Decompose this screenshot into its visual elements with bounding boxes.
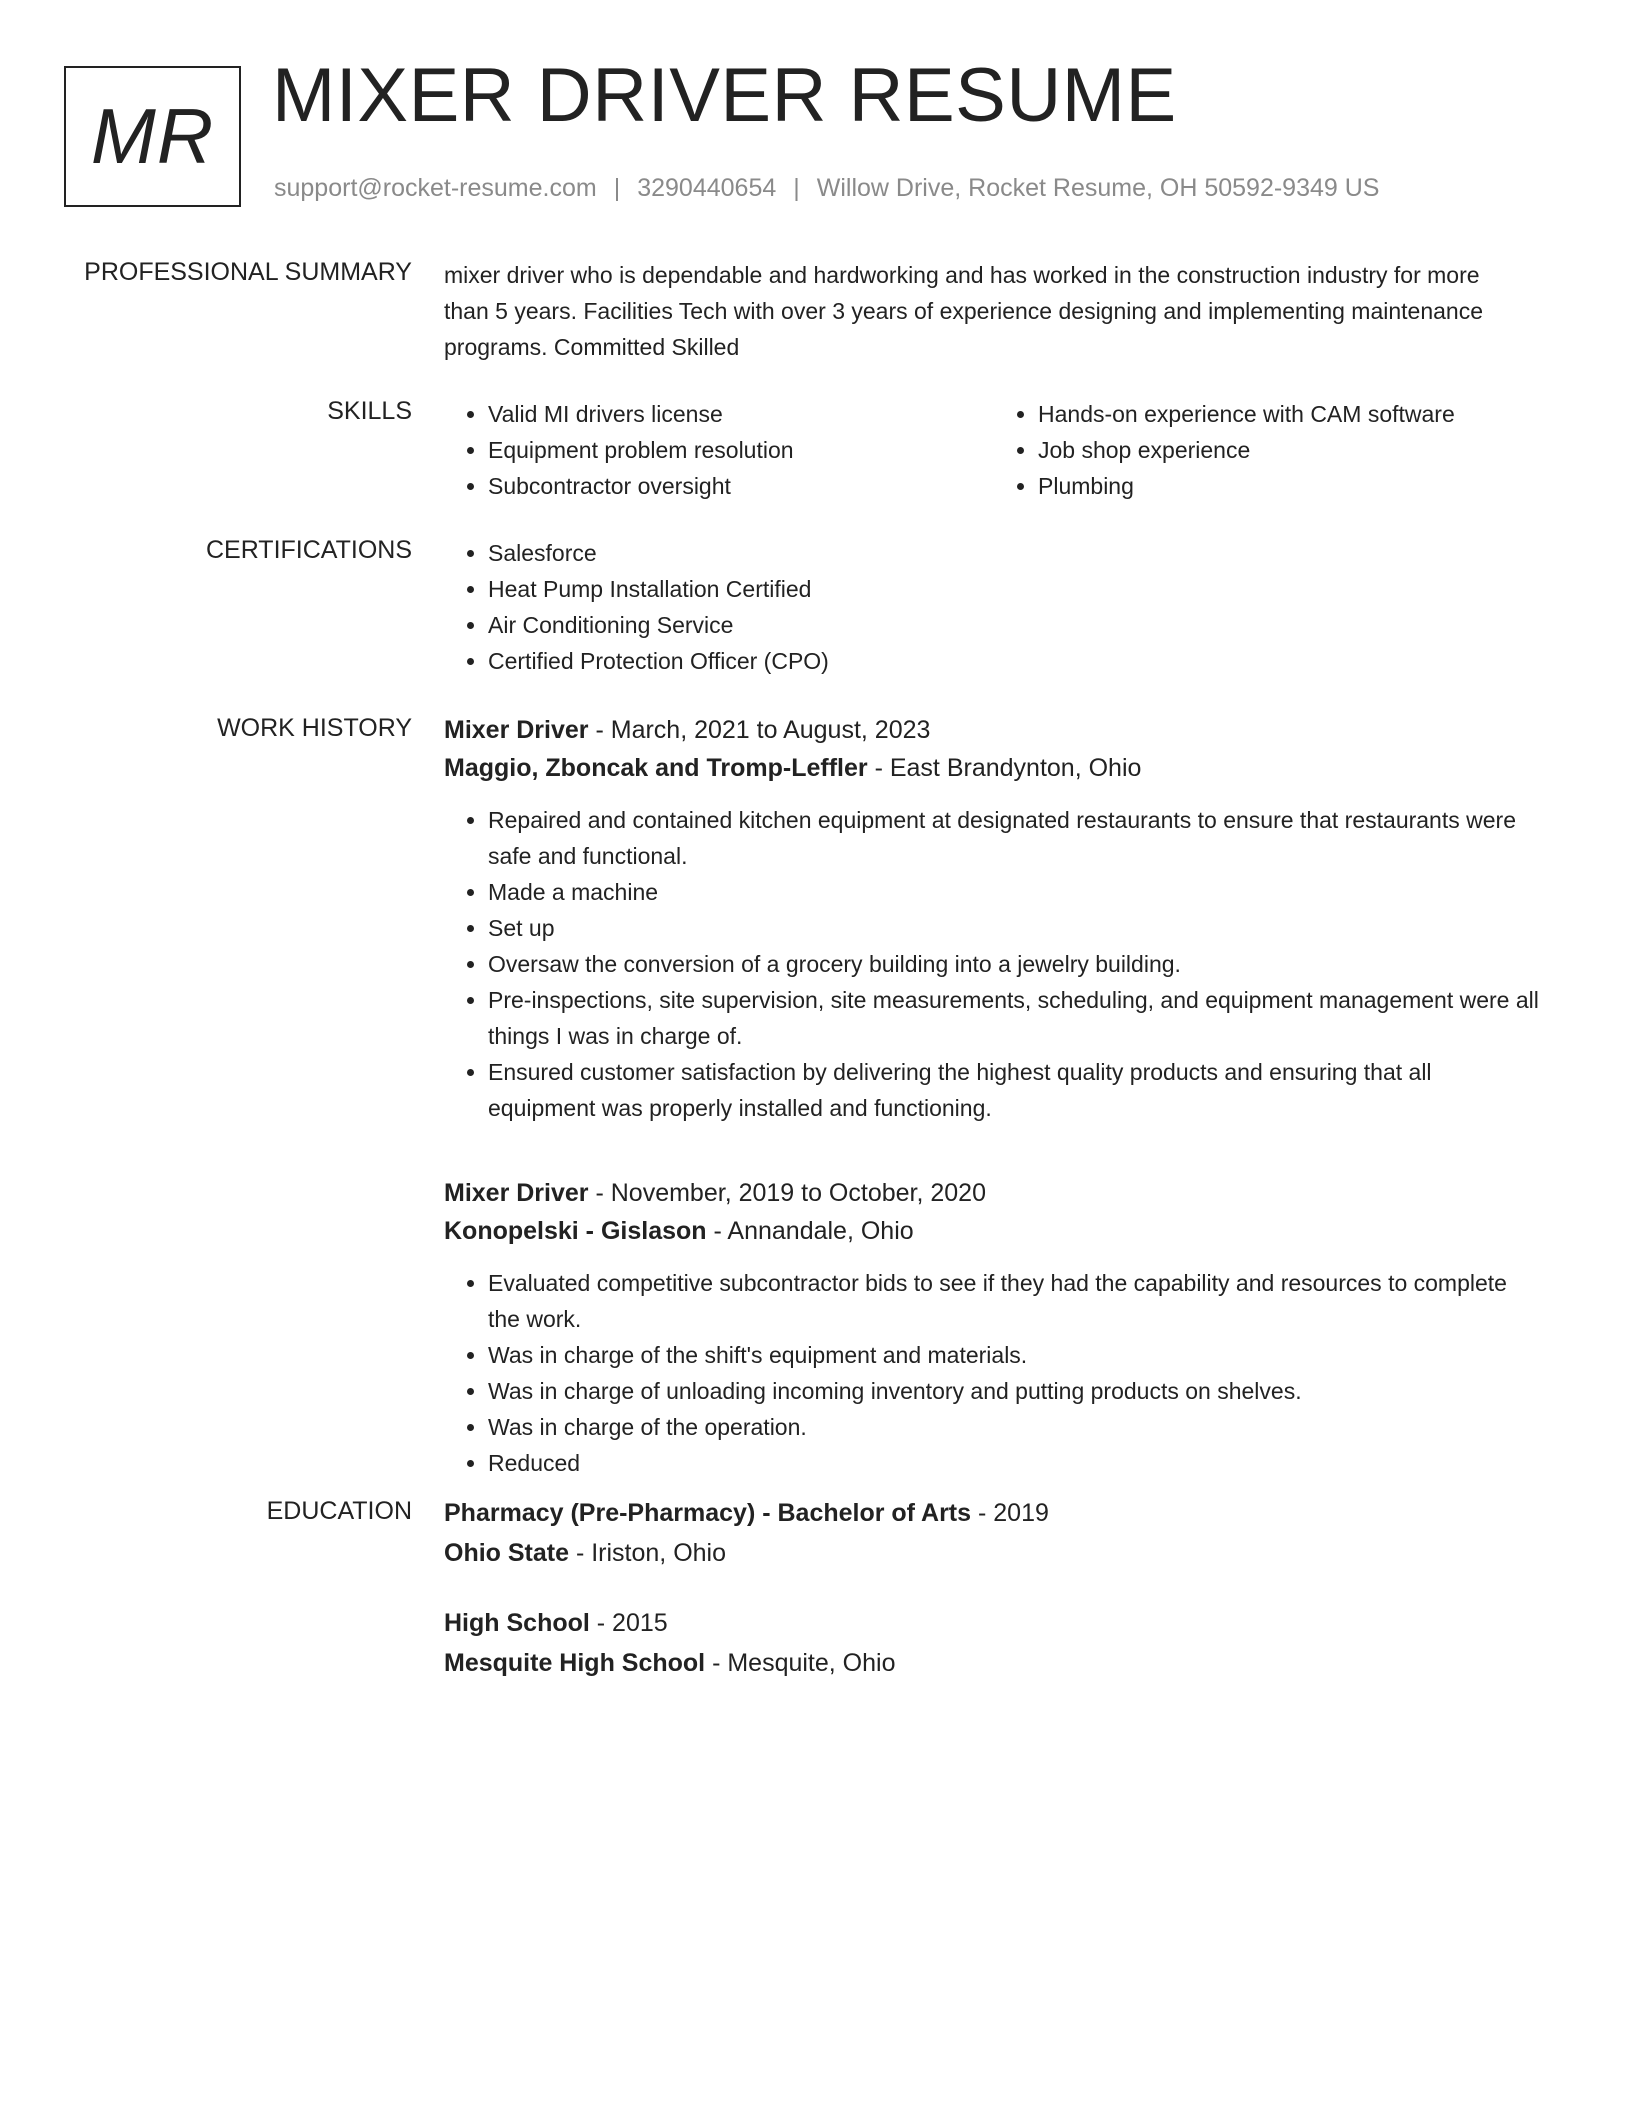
- list-item: • Subcontractor oversight: [488, 468, 994, 504]
- skills-column-right: [994, 396, 1544, 504]
- list-item: • Was in charge of the shift's equipment and materials.: [488, 1337, 1544, 1373]
- contact-address: Willow Drive, Rocket Resume, OH 50592-9349 US: [816, 174, 1380, 202]
- section-label-summary: PROFESSIONAL SUMMARY: [84, 258, 412, 286]
- contact-email[interactable]: support@rocket-resume.com: [274, 174, 597, 202]
- summary-text: mixer driver who is dependable and hardworking and has worked in the construction industry for more than 5 years. Facilities Tech with over 3 years of experience designing and implementing maintenance programs. Committed Skilled: [444, 262, 1483, 360]
- list-item: • Repaired and contained kitchen equipment at designated restaurants to ensure that restaurants were safe and functional.: [488, 802, 1544, 874]
- job-bullets: [444, 802, 1544, 1126]
- education-degree-line: [444, 1493, 1544, 1533]
- list-item: • Salesforce: [488, 535, 1544, 571]
- certifications-list: [444, 535, 1544, 679]
- job-company-line: [444, 1212, 1544, 1250]
- section-label-education: EDUCATION: [266, 1497, 412, 1525]
- list-item: • Air Conditioning Service: [488, 607, 1544, 643]
- section-label-certifications: CERTIFICATIONS: [205, 536, 412, 564]
- skills-list: [444, 396, 1544, 504]
- education-school-line: [444, 1643, 1544, 1683]
- job-dates: - March, 2021 to August, 2023: [588, 716, 931, 744]
- job-company-line: [444, 749, 1544, 787]
- contact-separator: |: [613, 174, 621, 202]
- job-company: Maggio, Zboncak and Tromp-Leffler: [444, 754, 868, 782]
- job-entry: [444, 711, 1544, 1126]
- monogram-box: [64, 66, 241, 207]
- education-year: - 2015: [589, 1609, 668, 1637]
- education-location: - Mesquite, Ohio: [705, 1649, 896, 1677]
- education-degree: Pharmacy (Pre-Pharmacy) - Bachelor of Arts: [444, 1499, 972, 1527]
- list-item: • Made a machine: [488, 874, 1544, 910]
- contact-separator: |: [793, 174, 800, 202]
- list-item: • Heat Pump Installation Certified: [488, 571, 1544, 607]
- resume-title: MIXER DRIVER RESUME: [272, 53, 1177, 138]
- list-item: • Oversaw the conversion of a grocery building into a jewelry building.: [488, 946, 1544, 982]
- list-item: • Was in charge of the operation.: [488, 1409, 1544, 1445]
- job-title: Mixer Driver: [444, 1179, 589, 1207]
- education-degree-line: [444, 1603, 1544, 1643]
- section-label-skills: SKILLS: [327, 397, 412, 425]
- list-item: • Certified Protection Officer (CPO): [488, 643, 1544, 679]
- job-title-line: [444, 711, 1544, 749]
- list-item: • Ensured customer satisfaction by delivering the highest quality products and ensuring that all equipment was properly installed and functioning.: [488, 1054, 1544, 1126]
- job-title-line: [444, 1174, 1544, 1212]
- job-bullets: [444, 1265, 1544, 1481]
- list-item: • Pre-inspections, site supervision, site measurements, scheduling, and equipment management were all things I was in charge of.: [488, 982, 1544, 1054]
- education-entry: [444, 1493, 1544, 1573]
- job-company: Konopelski - Gislason: [444, 1217, 707, 1245]
- education-school: Mesquite High School: [444, 1649, 706, 1677]
- skills-column-left: [444, 396, 994, 504]
- contact-line: [274, 174, 1379, 203]
- education-degree: High School: [444, 1609, 590, 1637]
- education-location: - Iriston, Ohio: [569, 1539, 727, 1567]
- list-item: • Set up: [488, 910, 1544, 946]
- list-item: • Plumbing: [1038, 468, 1544, 504]
- education-school-line: [444, 1533, 1544, 1573]
- contact-phone[interactable]: 3290440654: [637, 174, 777, 202]
- job-location: - East Brandynton, Ohio: [867, 754, 1142, 782]
- education-school: Ohio State: [444, 1539, 570, 1567]
- job-location: - Annandale, Ohio: [706, 1217, 914, 1245]
- job-dates: - November, 2019 to October, 2020: [588, 1179, 986, 1207]
- list-item: • Job shop experience: [1038, 432, 1544, 468]
- job-entry: [444, 1174, 1544, 1481]
- list-item: • Hands-on experience with CAM software: [1038, 396, 1544, 432]
- section-label-work-history: WORK HISTORY: [217, 714, 412, 742]
- education: [444, 1493, 1544, 1683]
- monogram-text: MR: [90, 92, 215, 180]
- list-item: • Valid MI drivers license: [488, 396, 994, 432]
- work-history: [444, 711, 1544, 1481]
- list-item: • Equipment problem resolution: [488, 432, 994, 468]
- list-item: • Reduced: [488, 1445, 1544, 1481]
- list-item: • Evaluated competitive subcontractor bids to see if they had the capability and resources to complete the work.: [488, 1265, 1544, 1337]
- education-entry: [444, 1603, 1544, 1683]
- list-item: • Was in charge of unloading incoming inventory and putting products on shelves.: [488, 1373, 1544, 1409]
- education-year: - 2019: [971, 1499, 1049, 1527]
- job-title: Mixer Driver: [444, 716, 589, 744]
